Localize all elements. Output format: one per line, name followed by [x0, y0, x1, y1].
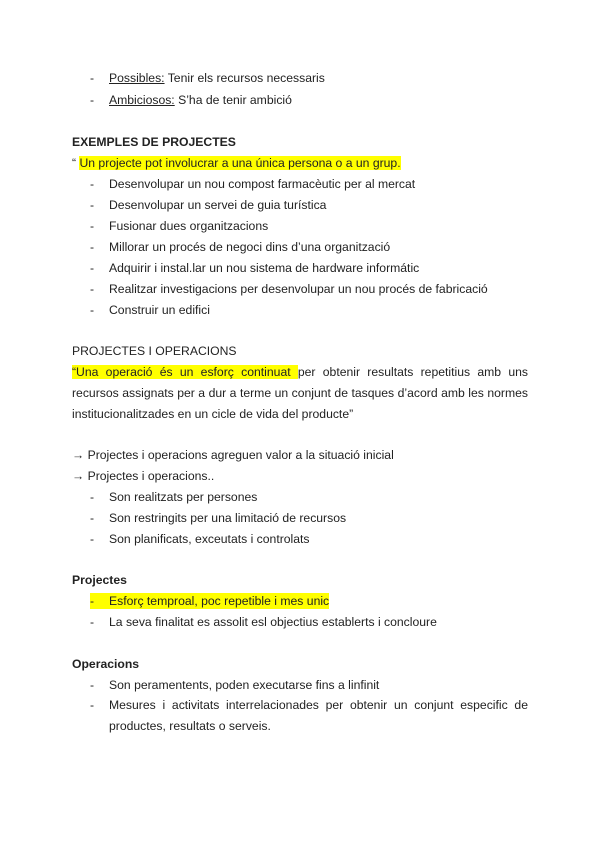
- term-text: Tenir els recursos necessaris: [164, 71, 325, 85]
- list-item: [90, 281, 528, 297]
- list-item: [90, 197, 528, 213]
- projectes-heading: Projectes: [72, 573, 127, 587]
- bullet-dash: -: [90, 490, 95, 504]
- list-item: [90, 510, 528, 526]
- bullet-dash: -: [90, 71, 95, 85]
- examples-quote-text: Un projecte pot involucrar a una única persona o a un grup.: [79, 156, 401, 170]
- examples-quote: [72, 155, 528, 171]
- list-item: [90, 176, 528, 192]
- operations-paragraph-line-1: [72, 364, 528, 380]
- arrow-note: → Projectes i operacions agreguen valor a la situació inicial: [72, 448, 394, 462]
- quote-mark: “: [72, 156, 80, 170]
- bullet-dash: -: [90, 93, 95, 107]
- list-item-text: Desenvolupar un servei de guia turística: [109, 198, 327, 212]
- list-item-text: Son peramentents, poden executarse fins a linfinit: [109, 678, 380, 692]
- list-item-text: Fusionar dues organitzacions: [109, 219, 269, 233]
- bullet-dash: -: [90, 594, 95, 608]
- operations-quote-highlight: “Una operació és un esforç continuat: [72, 365, 298, 379]
- list-item-text: La seva finalitat es assolit esl objectius establerts i concloure: [109, 615, 437, 629]
- list-item: [90, 614, 528, 630]
- list-item: [90, 218, 528, 234]
- bullet-dash: -: [90, 511, 95, 525]
- list-item-ambiciosos: [90, 92, 528, 108]
- bullet-dash: -: [90, 615, 95, 629]
- list-item-text: Adquirir i instal.lar un nou sistema de hardware informátic: [109, 261, 420, 275]
- list-item-text: Desenvolupar un nou compost farmacèutic per al mercat: [109, 177, 416, 191]
- list-item-text: Esforç temproal, poc repetible i mes unic: [109, 594, 330, 608]
- list-item: [90, 531, 528, 547]
- term-label: Possibles:: [109, 71, 165, 85]
- list-item-multiline: [90, 695, 528, 737]
- arrow-note: → Projectes i operacions..: [72, 469, 215, 483]
- bullet-dash: -: [90, 240, 95, 254]
- bullet-dash: -: [90, 698, 95, 712]
- list-item-text: Millorar un procés de negoci dins d’una organització: [109, 240, 391, 254]
- list-item: [90, 677, 528, 693]
- bullet-dash: -: [90, 678, 95, 692]
- bullet-dash: -: [90, 198, 95, 212]
- highlighted-text: [90, 593, 329, 609]
- list-item-highlighted: [90, 593, 528, 609]
- list-item: [90, 489, 528, 505]
- list-item-text-line-1: Mesures i activitats interrelacionades per obtenir un conjunt especific de: [109, 698, 528, 712]
- operacions-heading: Operacions: [72, 657, 140, 671]
- list-item: [90, 302, 528, 318]
- bullet-dash: -: [90, 303, 95, 317]
- list-item: [90, 239, 528, 255]
- operations-quote-rest: per obtenir resultats repetitius amb uns: [297, 365, 528, 379]
- bullet-dash: -: [90, 261, 95, 275]
- bullet-dash: -: [90, 532, 95, 546]
- bullet-dash: -: [90, 219, 95, 233]
- list-item-text: Son realitzats per persones: [109, 490, 258, 504]
- list-item-text-line-2: productes, resultats o serveis.: [109, 718, 271, 733]
- list-item-text: Son planificats, exceutats i controlats: [109, 532, 310, 546]
- term-text: S’ha de tenir ambició: [174, 93, 292, 107]
- term-label: Ambiciosos:: [109, 93, 175, 107]
- list-item-text: Realitzar investigacions per desenvolupar un nou procés de fabricació: [109, 282, 488, 296]
- list-item-possibles: [90, 70, 528, 86]
- operations-paragraph-line-2: recursos assignats per a dur a terme un conjunt de tasques d’acord amb les normes: [72, 386, 528, 400]
- bullet-dash: -: [90, 177, 95, 191]
- list-item-text: Son restringits per una limitació de recursos: [109, 511, 347, 525]
- bullet-dash: -: [90, 282, 95, 296]
- operations-paragraph-line-3: institucionalitzades en un cicle de vida del producte”: [72, 407, 354, 421]
- list-item-text: Construir un edifici: [109, 303, 210, 317]
- list-item: [90, 260, 528, 276]
- list-item-text: [109, 695, 528, 737]
- examples-heading: EXEMPLES DE PROJECTES: [72, 135, 236, 149]
- operations-heading: PROJECTES I OPERACIONS: [72, 344, 237, 358]
